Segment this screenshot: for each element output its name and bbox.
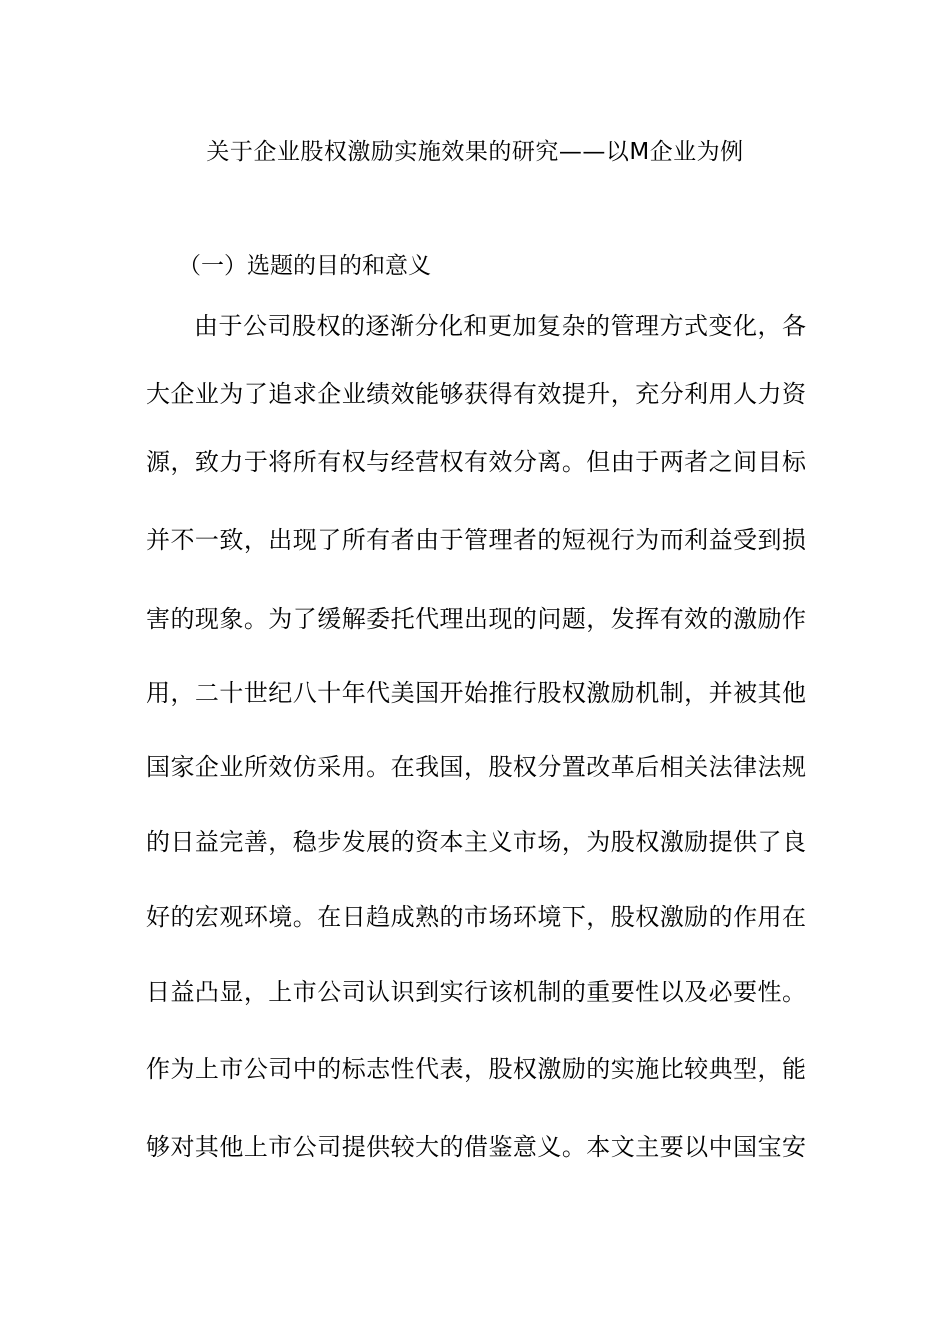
paragraph-line: 害的现象。为了缓解委托代理出现的问题，发挥有效的激励作	[146, 605, 806, 633]
paragraph-line: 并不一致，出现了所有者由于管理者的短视行为而利益受到损	[146, 526, 806, 554]
paragraph-line: 用，二十世纪八十年代美国开始推行股权激励机制，并被其他	[146, 679, 806, 707]
paragraph-line: 好的宏观环境。在日趋成熟的市场环境下，股权激励的作用在	[146, 903, 806, 931]
section-heading: （一）选题的目的和意义	[178, 253, 431, 279]
paragraph-line: 源，致力于将所有权与经营权有效分离。但由于两者之间目标	[146, 448, 806, 476]
paragraph-line: 大企业为了追求企业绩效能够获得有效提升，充分利用人力资	[146, 380, 806, 408]
paragraph-line: 日益凸显，上市公司认识到实行该机制的重要性以及必要性。	[146, 978, 806, 1006]
paragraph-line: 国家企业所效仿采用。在我国，股权分置改革后相关法律法规	[146, 753, 806, 781]
paragraph-line: 由于公司股权的逐渐分化和更加复杂的管理方式变化，各	[194, 312, 806, 340]
paragraph-line: 的日益完善，稳步发展的资本主义市场，为股权激励提供了良	[146, 828, 806, 856]
paragraph-line: 够对其他上市公司提供较大的借鉴意义。本文主要以中国宝安	[146, 1133, 806, 1161]
paragraph-line: 作为上市公司中的标志性代表，股权激励的实施比较典型，能	[146, 1055, 806, 1083]
document-title: 关于企业股权激励实施效果的研究——以M企业为例	[206, 139, 744, 165]
